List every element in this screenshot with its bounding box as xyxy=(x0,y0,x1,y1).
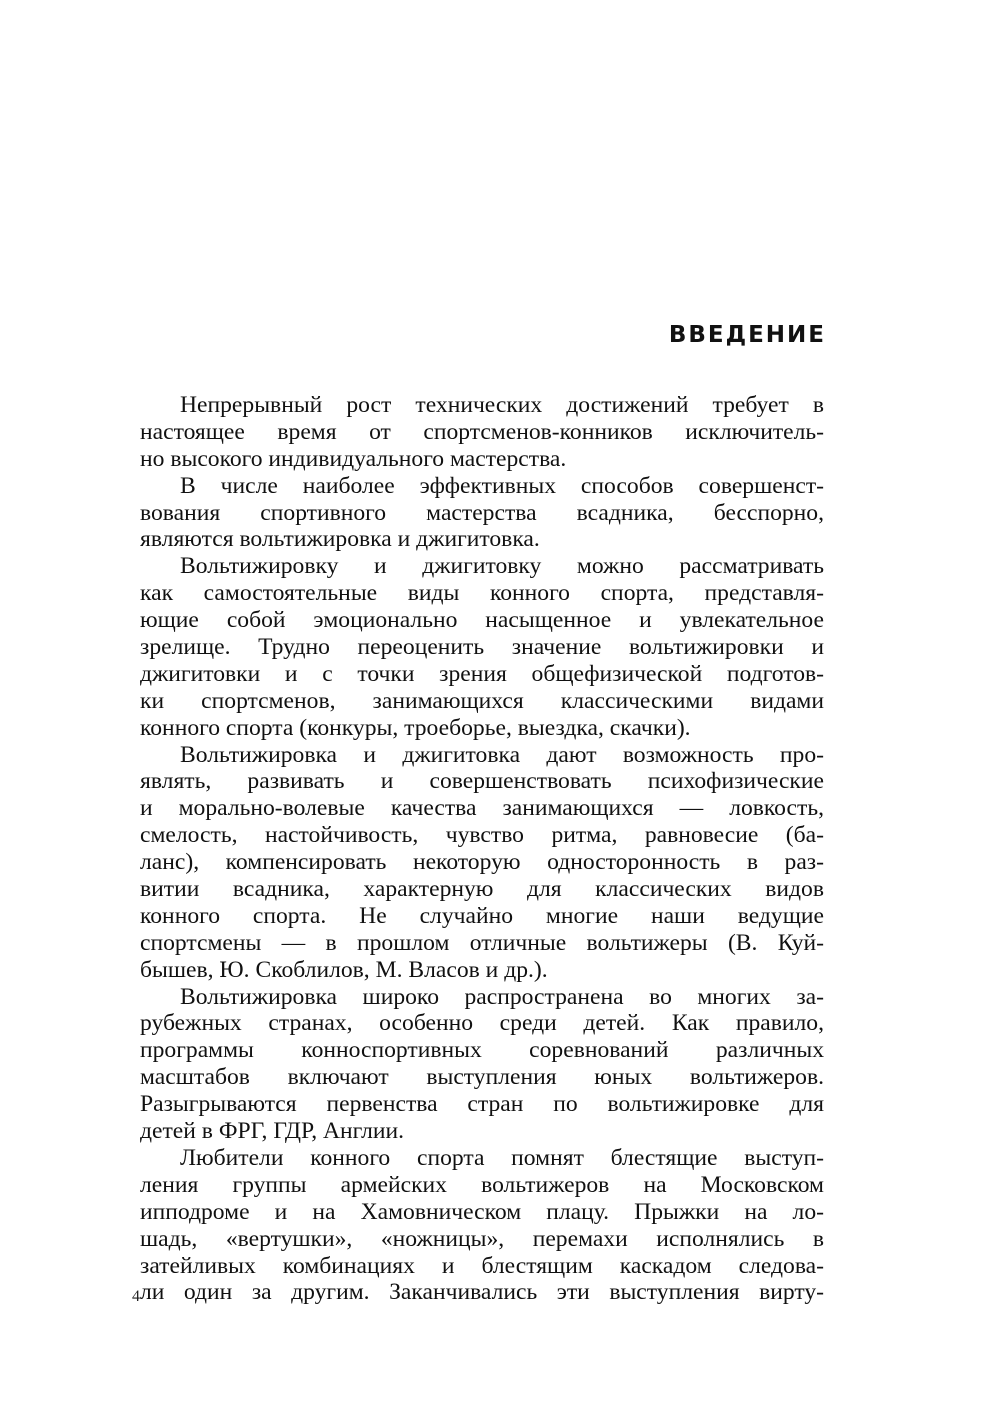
body-text xyxy=(140,392,824,1306)
text-line: детей в ФРГ, ГДР, Англии. xyxy=(140,1118,405,1145)
text-line: рубежных странах, особенно среди детей. Как правило, xyxy=(140,1010,824,1037)
text-line: настоящее время от спортсменов-конников исключитель- xyxy=(140,418,824,445)
text-line: зрелище. Трудно переоценить значение вольтижировки и xyxy=(140,634,824,661)
text-line: витии всадника, характерную для классических видов xyxy=(140,876,824,903)
paragraph-6 xyxy=(140,1145,824,1306)
text-line: Любители конного спорта помнят блестящие выступ- xyxy=(180,1144,824,1171)
text-line: смелость, настойчивость, чувство ритма, равновесие (ба- xyxy=(140,822,824,849)
text-line: ли один за другим. Заканчивались эти выступления вирту- xyxy=(140,1279,824,1306)
chapter-heading: ВВЕДЕНИЕ xyxy=(668,322,826,348)
text-line: вования спортивного мастерства всадника, бесспорно, xyxy=(140,499,824,526)
text-line: конного спорта (конкуры, троеборье, выездка, скачки). xyxy=(140,714,691,741)
text-line: масштабов включают выступления юных вольтижеров. xyxy=(140,1064,824,1091)
text-line: являются вольтижировка и джигитовка. xyxy=(140,526,540,553)
text-line: Вольтижировку и джигитовку можно рассматривать xyxy=(180,553,824,580)
text-line: бышев, Ю. Скоблилов, М. Власов и др.). xyxy=(140,956,548,983)
text-line: ланс), компенсировать некоторую односторонность в раз- xyxy=(140,849,824,876)
text-line: шадь, «вертушки», «ножницы», перемахи исполнялись в xyxy=(140,1225,824,1252)
text-line: ипподроме и на Хамовническом плацу. Прыжки на ло- xyxy=(140,1198,824,1225)
text-line: джигитовки и с точки зрения общефизической подготов- xyxy=(140,660,824,687)
text-line: спортсмены — в прошлом отличные вольтижеры (В. Куй- xyxy=(140,929,824,956)
text-line: программы конноспортивных соревнований различных xyxy=(140,1037,824,1064)
text-line: Вольтижировка широко распространена во многих за- xyxy=(180,983,824,1010)
text-line: В числе наиболее эффективных способов совершенст- xyxy=(180,472,824,499)
text-line: конного спорта. Не случайно многие наши ведущие xyxy=(140,902,824,929)
page-number: 4 xyxy=(132,1288,140,1305)
paragraph-3 xyxy=(140,553,824,741)
text-line: Разыгрываются первенства стран по вольтижировке для xyxy=(140,1091,824,1118)
text-line: и морально-волевые качества занимающихся — ловкость, xyxy=(140,795,824,822)
text-line: ления группы армейских вольтижеров на Московском xyxy=(140,1171,824,1198)
paragraph-2 xyxy=(140,473,824,554)
paragraph-5 xyxy=(140,984,824,1145)
text-line: затейливых комбинациях и блестящим каскадом следова- xyxy=(140,1252,824,1279)
text-line: Непрерывный рост технических достижений требует в xyxy=(180,392,824,418)
text-line: ки спортсменов, занимающихся классическими видами xyxy=(140,687,824,714)
text-line: как самостоятельные виды конного спорта, представля- xyxy=(140,580,824,607)
paragraph-4 xyxy=(140,742,824,984)
text-line: но высокого индивидуального мастерства. xyxy=(140,445,567,472)
text-line: являть, развивать и совершенствовать психофизические xyxy=(140,768,824,795)
text-line: Вольтижировка и джигитовка дают возможность про- xyxy=(180,741,824,768)
paragraph-1 xyxy=(140,392,824,473)
text-line: ющие собой эмоционально насыщенное и увлекательное xyxy=(140,607,824,634)
